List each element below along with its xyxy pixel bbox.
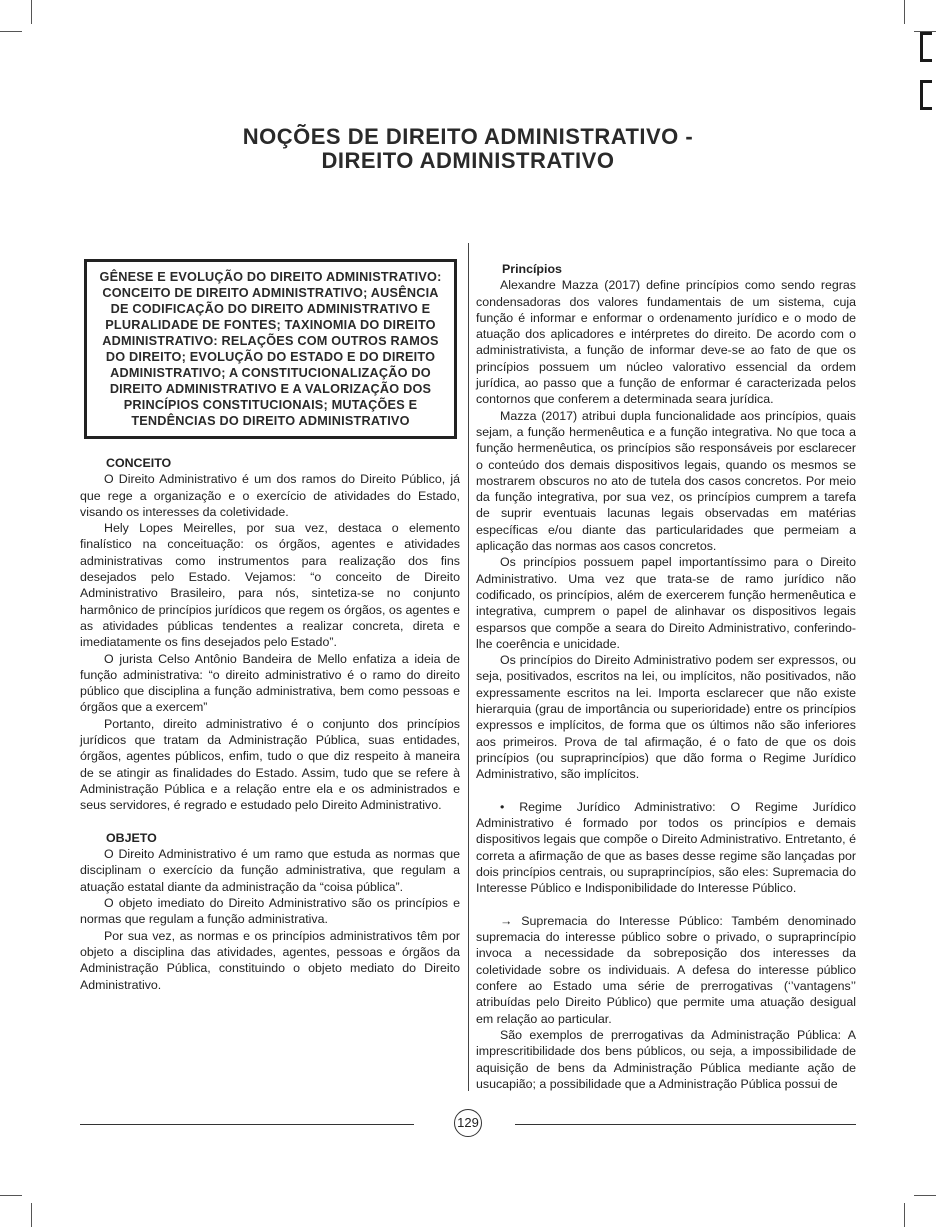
section-heading-objeto: OBJETO	[106, 830, 157, 845]
page-number: 129	[454, 1109, 482, 1137]
crop-mark-bottom-right-horizontal	[914, 1195, 936, 1196]
right-column	[476, 261, 856, 1092]
paragraph: O jurista Celso Antônio Bandeira de Mello enfatiza a ideia de função administrativa: “o direito administrativo é o ramo do direito público que disciplina a função administrativa, bem como pessoas e órgãos que a exercem”	[80, 651, 460, 715]
footer-rule-left	[80, 1124, 414, 1125]
paragraph: Mazza (2017) atribui dupla funcionalidade aos princípios, quais sejam, a função hermenêutica e a função integrativa. No que toca a função hermenêutica, os princípios são responsáveis por esclarecer o conteúdo dos demais dispositivos legais, quando os mesmos se mostrarem obscuros no ato de tutela dos casos concretos. Por meio da função integrativa, por sua vez, os princípios cumprem a tarefa de suprir eventuais lacunas legais observadas em matérias específicas e/ou diante das particularidades que permeiam a aplicação das normas aos casos concretos.	[476, 408, 856, 554]
paragraph: O objeto imediato do Direito Administrativo são os princípios e normas que regulam a função administrativa.	[80, 896, 460, 927]
page-title	[0, 125, 936, 173]
paragraph-supremacia: → Supremacia do Interesse Público: Também denominado supremacia do interesse público sobre o privado, o supraprincípio invoca a necessidade da sobreposição dos interesses da coletividade sobre os individuais. A defesa do interesse público confere ao Estado uma série de prerrogativas (‘’vantagens’’ atribuídas pelo Direito Público) que permite uma atuação desigual em relação ao particular.	[476, 913, 856, 1026]
paragraph: Os princípios do Direito Administrativo podem ser expressos, ou seja, positivados, escritos na lei, ou implícitos, não positivados, não expressamente escritos na lei. Importa esclarecer que não existe hierarquia (grau de importância ou superioridade) entre os princípios expressos e implícitos, de forma que os últimos não são inferiores aos primeiros. Prova de tal afirmação, é o fato de que os dois princípios (ou supraprincípios) que dão forma o Regime Jurídico Administrativo, são implícitos.	[476, 653, 856, 782]
crop-mark-top-left-vertical	[31, 0, 32, 24]
paragraph: Os princípios possuem papel importantíssimo para o Direito Administrativo. Uma vez que trata-se de ramo jurídico não codificado, os princípios, além de exercerem função hermenêutica e integrativa, cumprem o papel de alinhavar os dispositivos legais esparsos que compõe a seara do Direito Administrativo, conferindo-lhe coerência e unicidade.	[476, 555, 856, 651]
paragraph: O Direito Administrativo é um ramo que estuda as normas que disciplinam o exercício da função administrativa, que regulam a atuação estatal diante da administração da “coisa pública”.	[80, 847, 460, 894]
paragraph-regime-juridico: • Regime Jurídico Administrativo: O Regime Jurídico Administrativo é formado por todos os princípios e demais dispositivos legais que compõe o Direito Administrativo. Entretanto, é correta a afirmação de que as bases desse regime são lançadas por dois princípios centrais, ou supraprincípios, são eles: Supremacia do Interesse Público e Indisponibilidade do Interesse Público.	[476, 799, 856, 896]
crop-mark-top-left-horizontal	[0, 31, 22, 32]
paragraph: Alexandre Mazza (2017) define princípios como sendo regras condensadoras dos valores fundamentais de um sistema, cuja função é informar e enformar o ordenamento jurídico e o modo de atuação dos aplicadores e intérpretes do direito. De acordo com o administrativista, a função de informar deve-se ao fato de que os princípios possuem um núcleo valorativo essencial da ordem jurídica, ao passo que a função de enformar é caracterizada pelos contornos que conferem a determinada seara jurídica.	[476, 278, 856, 407]
crop-mark-bottom-left-horizontal	[0, 1195, 22, 1196]
crop-mark-top-right-vertical	[904, 0, 905, 24]
left-column	[80, 455, 460, 993]
section-heading-conceito: CONCEITO	[106, 456, 172, 470]
page-title-line-2: DIREITO ADMINISTRATIVO	[321, 148, 615, 173]
crop-mark-bottom-left-vertical	[31, 1203, 32, 1227]
paragraph: São exemplos de prerrogativas da Administração Pública: A imprescritibilidade dos bens públicos, ou seja, a impossibilidade de aquisição de bens da Administração Pública mediante ação de usucapião; a possibilidade que a Administração Pública possui de	[476, 1027, 856, 1091]
column-divider	[468, 243, 469, 1091]
section-heading-principios: Princípios	[502, 262, 562, 276]
topic-box	[84, 259, 457, 439]
page-title-line-1: NOÇÕES DE DIREITO ADMINISTRATIVO -	[242, 124, 694, 149]
topic-box-text: GÊNESE E EVOLUÇÃO DO DIREITO ADMINISTRATIVO: CONCEITO DE DIREITO ADMINISTRATIVO; AUSÊNCIA DE CODIFICAÇÃO DO DIREITO ADMINISTRATIVO E PLURALIDADE DE FONTES; TAXINOMIA DO DIREITO ADMINISTRATIVO: RELAÇÕES COM OUTROS RAMOS DO DIREITO; EVOLUÇÃO DO ESTADO E DO DIREITO ADMINISTRATIVO; A CONSTITUCIONALIZAÇÃO DO DIREITO ADMINISTRATIVO E A VALORIZAÇÃO DOS PRINCÍPIOS CONSTITUCIONAIS; MUTAÇÕES E TENDÊNCIAS DO DIREITO ADMINISTRATIVO	[99, 270, 442, 428]
paragraph: Hely Lopes Meirelles, por sua vez, destaca o elemento finalístico na conceituação: os órgãos, agentes e atividades administrativas como instrumentos para realização dos fins desejados pelo Estado. Vejamos: “o conceito de Direito Administrativo Brasileiro, para nós, sintetiza-se no conjunto harmônico de princípios jurídicos que regem os órgãos, os agentes e as atividades públicas tendentes a realizar concreta, direta e imediatamente os fins desejados pelo Estado”.	[80, 521, 460, 650]
paragraph: Por sua vez, as normas e os princípios administrativos têm por objeto a disciplina das atividades, agentes, pessoas e órgãos da Administração Pública, constituindo o objeto mediato do Direito Administrativo.	[80, 928, 460, 992]
paragraph: O Direito Administrativo é um dos ramos do Direito Público, já que rege a organização e o exercício de atividades do Estado, visando os interesses da coletividade.	[80, 472, 460, 519]
paragraph: Portanto, direito administrativo é o conjunto dos princípios jurídicos que tratam da Administração Pública, suas entidades, órgãos, agentes públicos, enfim, tudo o que diz respeito à maneira de se atingir as finalidades do Estado. Assim, tudo que se refere à Administração Pública e a relação entre ela e os administrados e seus servidores, é regrado e estudado pelo Direito Administrativo.	[80, 716, 460, 813]
margin-bracket-top	[920, 32, 932, 62]
crop-mark-bottom-right-vertical	[904, 1203, 905, 1227]
footer-rule-right	[515, 1124, 856, 1125]
margin-bracket-bottom	[920, 80, 932, 110]
